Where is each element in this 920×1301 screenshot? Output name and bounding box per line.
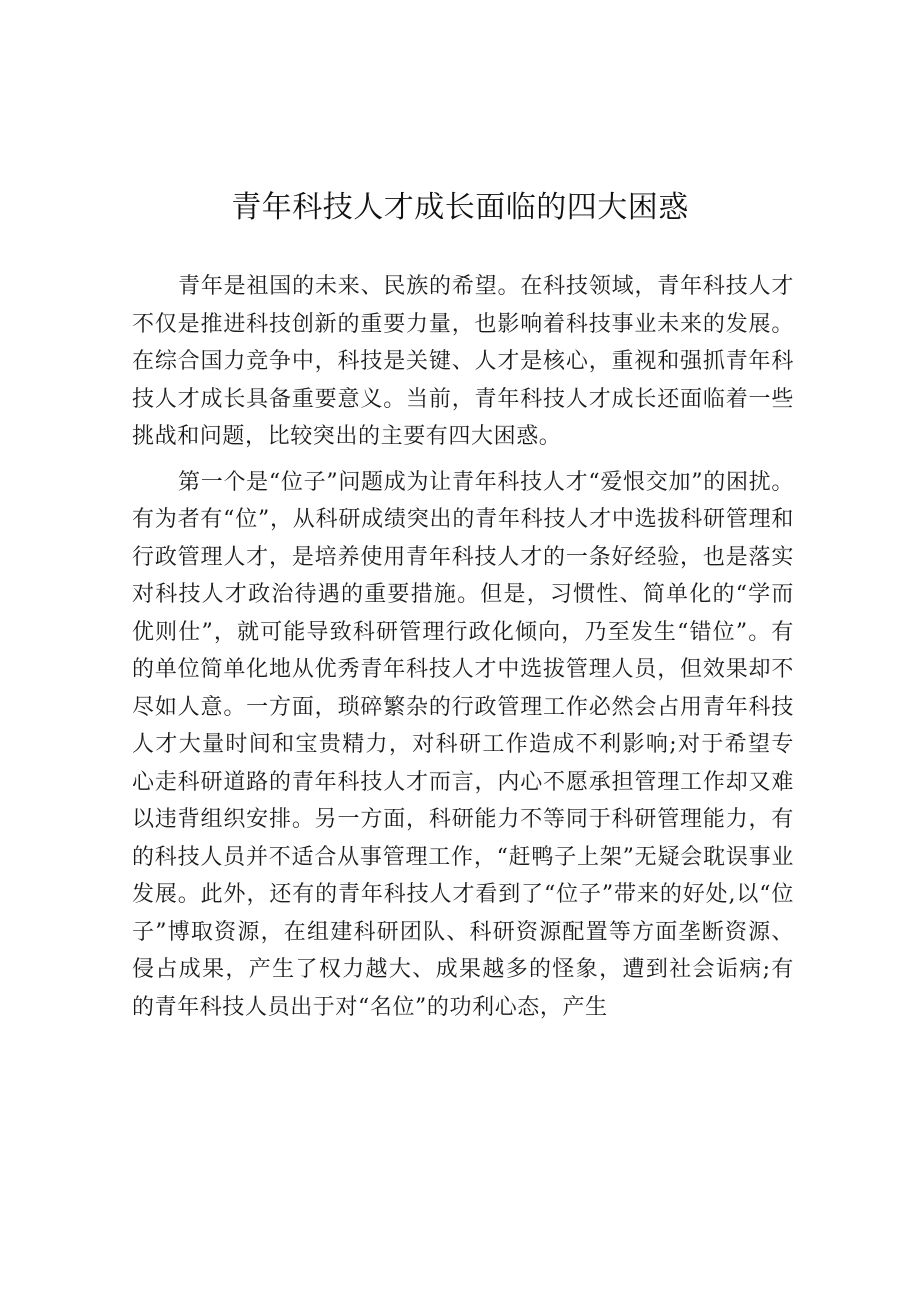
paragraph-first-confusion: 第一个是“位子”问题成为让青年科技人才“爱恨交加”的困扰。有为者有“位”，从科研成绩突出的青年科技人才中选拔科研管理和行政管理人才，是培养使用青年科技人才的一条好经验，也是落实对科技人才政治待遇的重要措施。但是，习惯性、简单化的“学而优则仕”，就可能导致科研管理行政化倾向，乃至发生“错位”。有的单位简单化地从优秀青年科技人才中选拔管理人员，但效果却不尽如人意。一方面，琐碎繁杂的行政管理工作必然会占用青年科技人才大量时间和宝贵精力，对科研工作造成不利影响;对于希望专心走科研道路的青年科技人才而言，内心不愿承担管理工作却又难以违背组织安排。另一方面，科研能力不等同于科研管理能力，有的科技人员并不适合从事管理工作，“赶鸭子上架”无疑会耽误事业发展。此外，还有的青年科技人才看到了“位子”带来的好处,以“位子”博取资源，在组建科研团队、科研资源配置等方面垄断资源、侵占成果，产生了权力越大、成果越多的怪象，遭到社会诟病;有的青年科技人员出于对“名位”的功利心态，产生: [132, 469, 794, 1020]
document-body: [132, 268, 794, 1034]
paragraph-intro: 青年是祖国的未来、民族的希望。在科技领域，青年科技人才不仅是推进科技创新的重要力量，也影响着科技事业未来的发展。在综合国力竞争中，科技是关键、人才是核心，重视和强抓青年科技人才成长具备重要意义。当前，青年科技人才成长还面临着一些挑战和问题，比较突出的主要有四大困惑。: [132, 274, 794, 449]
document-title: 青年科技人才成长面临的四大困惑: [231, 190, 689, 225]
